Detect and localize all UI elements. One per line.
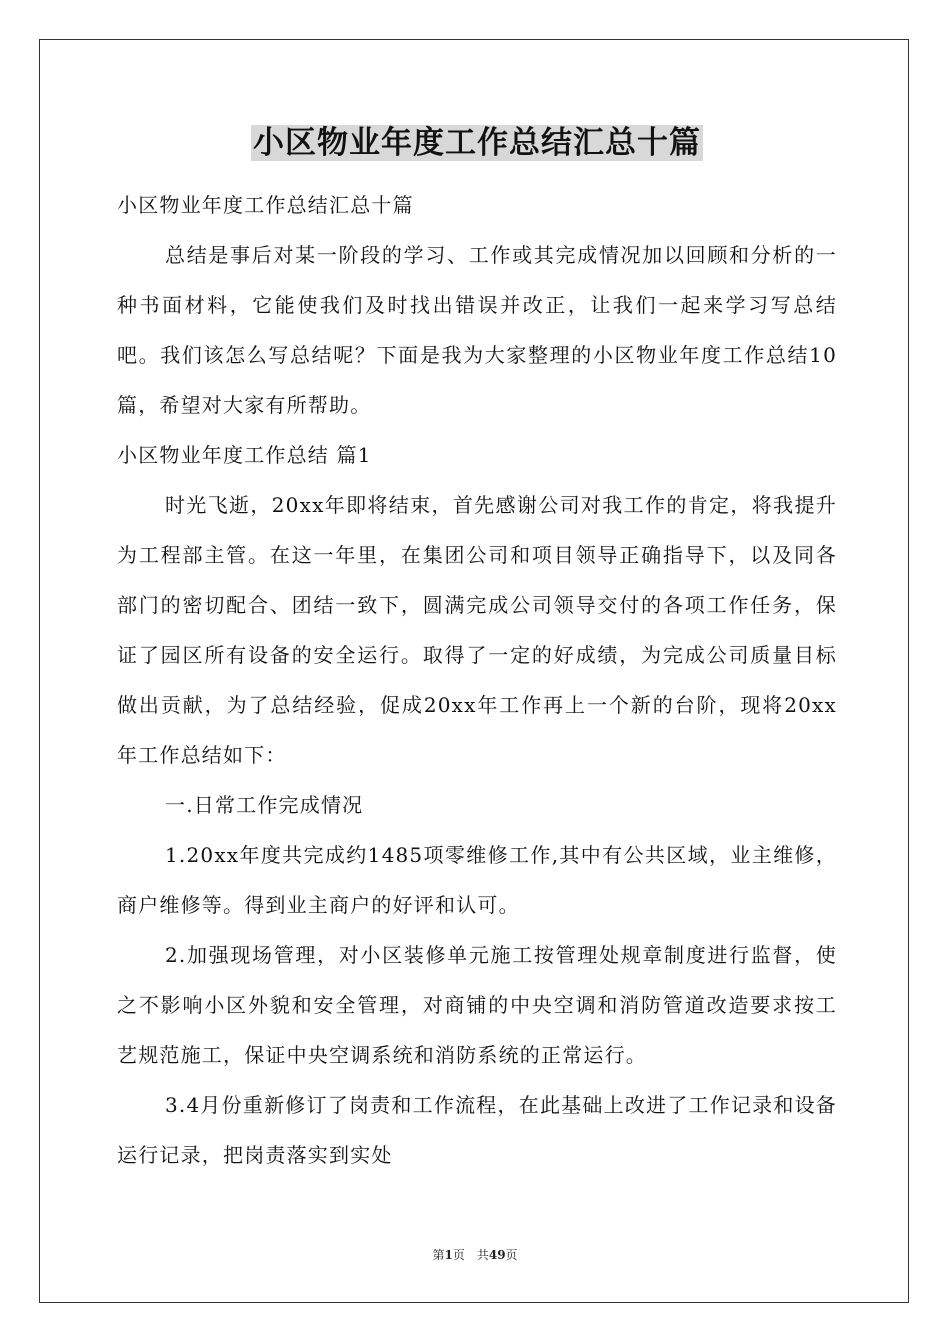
footer-total-suffix: 页 (505, 1248, 518, 1262)
document-body (117, 118, 837, 1180)
section-heading: 小区物业年度工作总结 篇1 (117, 443, 372, 467)
paragraph: 总结是事后对某一阶段的学习、工作或其完成情况加以回顾和分析的一种书面材料，它能使我们及时找出错误并改正，让我们一起来学习写总结吧。我们该怎么写总结呢？下面是我为大家整理的小区物业年度工作总结10篇，希望对大家有所帮助。 (117, 243, 837, 417)
footer-page-prefix: 第 (432, 1248, 445, 1262)
document-title-text: 小区物业年度工作总结汇总十篇 (253, 125, 701, 161)
footer-total-pages: 49 (488, 1248, 506, 1262)
document-title (117, 118, 837, 168)
footer-total-prefix: 共 (476, 1248, 489, 1262)
paragraph: 时光飞逝，20xx年即将结束，首先感谢公司对我工作的肯定，将我提升为工程部主管。在这一年里，在集团公司和项目领导正确指导下，以及同各部门的密切配合、团结一致下，圆满完成公司领导交付的各项工作任务，保证了园区所有设备的安全运行。取得了一定的好成绩，为完成公司质量目标做出贡献，为了总结经验，促成20xx年工作再上一个新的台阶，现将20xx年工作总结如下： (117, 493, 837, 767)
paragraph: 小区物业年度工作总结汇总十篇 (117, 193, 414, 217)
paragraph: 2.加强现场管理，对小区装修单元施工按管理处规章制度进行监督，使之不影响小区外貌和安全管理，对商铺的中央空调和消防管道改造要求按工艺规范施工，保证中央空调系统和消防系统的正常运行。 (117, 943, 837, 1067)
paragraph: 1.20xx年度共完成约1485项零维修工作,其中有公共区域，业主维修，商户维修等。得到业主商户的好评和认可。 (117, 843, 837, 917)
footer-page-number: 1 (444, 1248, 453, 1262)
page-footer (0, 1247, 950, 1263)
subsection-heading: 一.日常工作完成情况 (165, 793, 364, 817)
paragraph: 3.4月份重新修订了岗责和工作流程，在此基础上改进了工作记录和设备运行记录，把岗责落实到实处 (117, 1093, 837, 1167)
footer-page-suffix: 页 (452, 1248, 465, 1262)
